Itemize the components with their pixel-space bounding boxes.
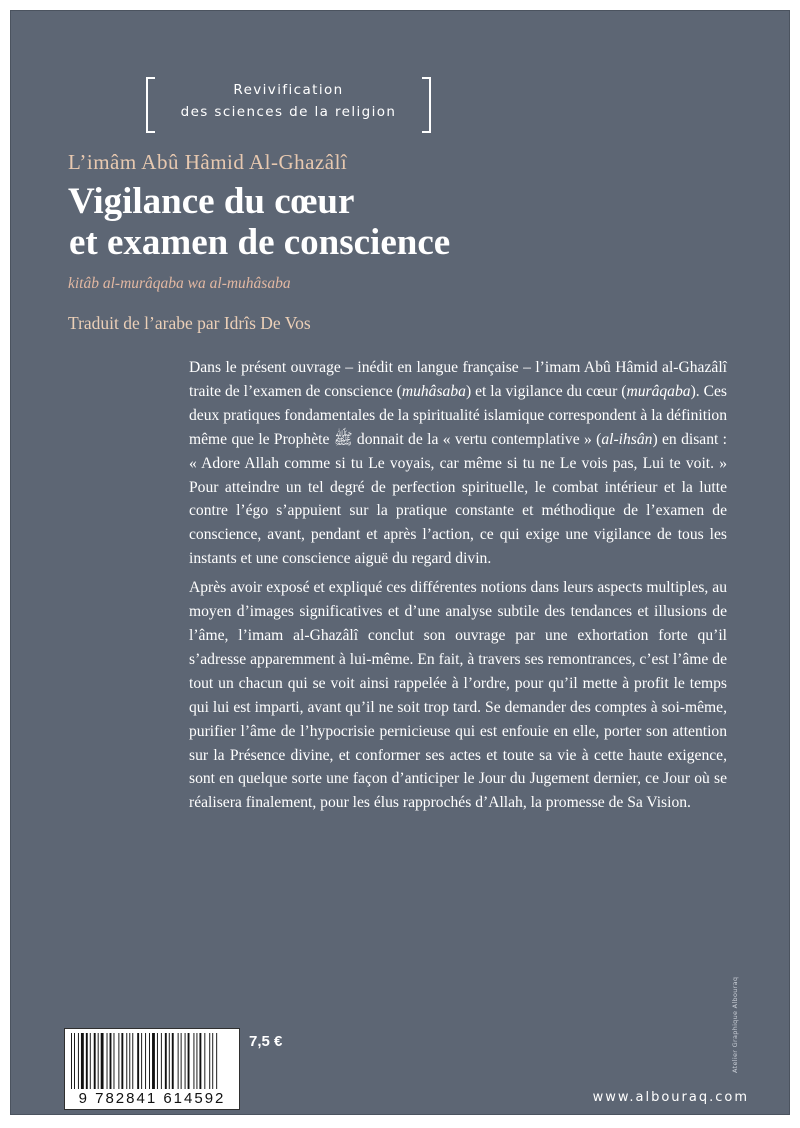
barcode-bar	[204, 1033, 205, 1089]
price: 7,5 €	[249, 1033, 283, 1050]
barcode-bar	[110, 1033, 112, 1089]
barcode-bar	[216, 1033, 217, 1089]
barcode-bar	[212, 1033, 213, 1089]
publisher-credit: Atelier Graphique Albouraq	[731, 976, 739, 1073]
title-line-1: Vigilance du cœur	[68, 181, 355, 222]
collection-line-1: Revivification	[233, 82, 344, 98]
left-bracket	[146, 77, 155, 133]
barcode-bars	[69, 1033, 235, 1089]
arabic-subtitle: kitâb al-murâqaba wa al-muhâsaba	[68, 275, 291, 292]
barcode-bar	[149, 1033, 150, 1089]
barcode-bar	[193, 1033, 194, 1089]
barcode-bar	[137, 1033, 139, 1089]
right-bracket	[422, 77, 431, 133]
barcode-bar	[98, 1033, 99, 1089]
barcode-bar	[188, 1033, 190, 1089]
barcode-bar	[161, 1033, 162, 1089]
isbn-barcode	[64, 1028, 240, 1110]
barcode-bar	[152, 1033, 155, 1089]
barcode-bar	[141, 1033, 142, 1089]
description-paragraph-1: Dans le présent ouvrage – inédit en langue française – l’imam Abû Hâmid al-Ghazâlî traite de l’examen de conscience (muhâsaba) et la vigilance du cœur (murâqaba). Ces deux pratiques fondamentales de la spiritualité islamique correspondent à la définition même que le Prophète ﷺ donnait de la « vertu contemplative » (al-ihsân) en disant : « Adore Allah comme si tu Le voyais, car même si tu ne Le vois pas, Lui te voit. » Pour atteindre un tel degré de perfection spirituelle, le combat intérieur et la lutte contre l’égo s’appuient sur la pratique constante et méthodique de l’examen de conscience, avant, pendant et après l’action, ce qui exige une vigilance de tous les instants et une conscience aiguë du regard divin.	[189, 359, 728, 568]
barcode-bar	[169, 1033, 170, 1089]
barcode-bar	[86, 1033, 88, 1089]
isbn-number: 9 782841 614592	[78, 1090, 226, 1107]
barcode-bar	[107, 1033, 108, 1089]
description-text	[189, 356, 727, 820]
barcode-bar	[178, 1033, 179, 1089]
barcode-bar	[71, 1033, 72, 1089]
barcode-bar	[209, 1033, 210, 1089]
barcode-bar	[114, 1033, 115, 1089]
barcode-bar	[94, 1033, 96, 1089]
title-line-2: et examen de conscience	[69, 222, 451, 263]
barcode-bar	[145, 1033, 146, 1089]
author-name: L’imâm Abû Hâmid Al-Ghazâlî	[68, 150, 348, 174]
barcode-bar	[78, 1033, 79, 1089]
barcode-bar	[90, 1033, 91, 1089]
barcode-bar	[181, 1033, 182, 1089]
barcode-bar	[157, 1033, 158, 1089]
barcode-bar	[126, 1033, 127, 1089]
barcode-bar	[101, 1033, 104, 1089]
barcode-bar	[199, 1033, 201, 1089]
barcode-bar	[121, 1033, 123, 1089]
description-paragraph-2: Après avoir exposé et expliqué ces différentes notions dans leurs aspects multiples, au moyen d’images significatives et d’une analyse subtile des tendances et illusions de l’âme, l’imam al-Ghazâlî conclut son ouvrage par une exhortation forte qu’il s’adresse apparemment à lui-même. En fait, à travers ses remontrances, c’est l’âme de tout un chacun qui se voit ainsi rappelée à l’ordre, pour qu’il mette à profit le temps qui lui est imparti, avant qu’il ne soit trop tard. Se demander des comptes à soi-même, purifier l’âme de l’hypocrisie pernicieuse qui est enfouie en elle, porter son attention sur la Présence divine, et conformer ses actes et toute sa vie à cette haute exigence, sont en quelque sorte une façon d’anticiper le Jour du Jugement dernier, ce Jour où se réalisera finalement, pour les élus rapprochés d’Allah, la promesse de Sa Vision.	[189, 579, 727, 812]
book-title	[68, 181, 668, 263]
barcode-bar	[132, 1033, 133, 1089]
publisher-website: www.albouraq.com	[592, 1090, 749, 1105]
translator-credit: Traduit de l’arabe par Idrîs De Vos	[68, 313, 311, 333]
barcode-bar	[81, 1033, 84, 1089]
barcode-bar	[129, 1033, 130, 1089]
barcode-bar	[165, 1033, 167, 1089]
collection-label	[146, 77, 431, 133]
barcode-bar	[196, 1033, 197, 1089]
barcode-bar	[185, 1033, 186, 1089]
barcode-bar	[74, 1033, 75, 1089]
collection-line-2: des sciences de la religion	[180, 104, 397, 120]
barcode-bar	[118, 1033, 119, 1089]
barcode-bar	[172, 1033, 174, 1089]
book-back-cover	[10, 10, 790, 1115]
